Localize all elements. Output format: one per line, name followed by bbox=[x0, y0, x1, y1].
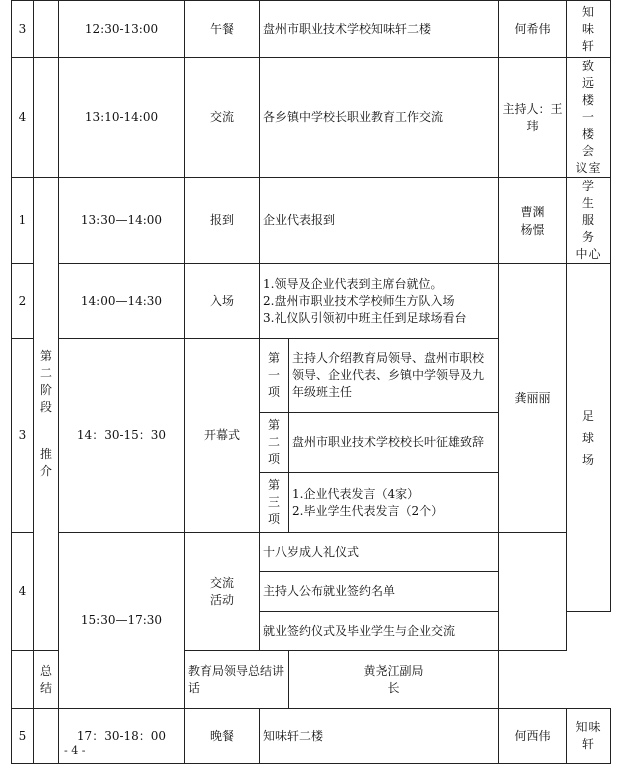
content-cell: 十八岁成人礼仪式 bbox=[260, 533, 499, 572]
stage-cell bbox=[34, 709, 59, 764]
activity-type: 总结 bbox=[34, 651, 59, 709]
content-cell bbox=[289, 473, 499, 533]
person-cell bbox=[499, 533, 567, 651]
activity-type: 交流 bbox=[185, 58, 260, 178]
person-cell bbox=[289, 651, 499, 709]
time-cell: 14：30-15：30 bbox=[59, 339, 185, 533]
location-cell: 致 远 楼 一 楼 会 议室 bbox=[567, 58, 611, 178]
person-cell: 何希伟 bbox=[499, 1, 567, 58]
content-cell: 盘州市职业技术学校知味轩二楼 bbox=[260, 1, 499, 58]
content-cell: 教育局领导总结讲话 bbox=[185, 651, 289, 709]
schedule-table bbox=[11, 0, 611, 764]
time-cell: 17：30-18：00 bbox=[59, 709, 185, 764]
activity-type: 报到 bbox=[185, 178, 260, 264]
person-name: 黄尧江副局长 bbox=[363, 663, 424, 695]
content-cell: 盘州市职业技术学校校长叶征雄致辞 bbox=[289, 413, 499, 473]
row-number: 1 bbox=[12, 178, 34, 264]
time-cell: 14:00—14:30 bbox=[59, 264, 185, 339]
content-line: 2.毕业学生代表发言（2个） bbox=[292, 503, 444, 518]
time-cell: 13:30—14:00 bbox=[59, 178, 185, 264]
stage-label bbox=[34, 178, 59, 651]
time-cell: 13:10-14:00 bbox=[59, 58, 185, 178]
stage-cell bbox=[34, 58, 59, 178]
location-cell bbox=[567, 264, 611, 612]
activity-type bbox=[185, 533, 260, 651]
row-number: 2 bbox=[12, 264, 34, 339]
activity-type-text: 交流活动 bbox=[209, 575, 234, 607]
row-number bbox=[12, 651, 34, 709]
row-number: 3 bbox=[12, 1, 34, 58]
table-row bbox=[12, 178, 611, 264]
activity-type: 入场 bbox=[185, 264, 260, 339]
content-cell bbox=[260, 264, 499, 339]
activity-type: 晚餐 bbox=[185, 709, 260, 764]
activity-type: 开幕式 bbox=[185, 339, 260, 533]
location-field: 足球场 bbox=[582, 408, 596, 467]
row-number: 4 bbox=[12, 58, 34, 178]
table-row bbox=[12, 58, 611, 178]
content-cell: 就业签约仪式及毕业学生与企业交流 bbox=[260, 612, 499, 651]
content-cell: 企业代表报到 bbox=[260, 178, 499, 264]
content-cell: 各乡镇中学校长职业教育工作交流 bbox=[260, 58, 499, 178]
location-cell bbox=[567, 709, 611, 764]
page-number: - 4 - bbox=[64, 744, 86, 757]
location-text: 知味轩 bbox=[575, 720, 602, 751]
item-label-text: 第一项 bbox=[267, 351, 280, 399]
content-cell: 知味轩二楼 bbox=[260, 709, 499, 764]
location-cell: 知 味 轩 bbox=[567, 1, 611, 58]
content-line: 1.企业代表发言（4家） bbox=[292, 486, 420, 501]
table-row bbox=[12, 709, 611, 764]
row-number: 3 bbox=[12, 339, 34, 533]
row-number: 4 bbox=[12, 533, 34, 651]
content-cell: 主持人介绍教育局领导、盘州市职校领导、企业代表、乡镇中学领导及九年级班主任 bbox=[289, 339, 499, 413]
person-cell: 何西伟 bbox=[499, 709, 567, 764]
table-row bbox=[12, 264, 611, 339]
item-label-text: 第三项 bbox=[267, 478, 280, 526]
content-line: 3.礼仪队引领初中班主任到足球场看台 bbox=[263, 310, 467, 325]
item-label bbox=[260, 413, 289, 473]
row-number: 5 bbox=[12, 709, 34, 764]
person-names: 曹渊 杨憬 bbox=[520, 204, 557, 237]
stage-title: 第二阶段 bbox=[39, 349, 52, 414]
person-cell: 主持人：王玮 bbox=[499, 58, 567, 178]
item-label bbox=[260, 473, 289, 533]
table-row bbox=[12, 1, 611, 58]
content-cell: 主持人公布就业签约名单 bbox=[260, 572, 499, 612]
time-cell: 15:30—17:30 bbox=[59, 533, 185, 709]
stage-cell bbox=[34, 1, 59, 58]
person-cell bbox=[499, 178, 567, 264]
table-row bbox=[12, 533, 611, 572]
activity-type: 午餐 bbox=[185, 1, 260, 58]
item-label-text: 第二项 bbox=[267, 418, 280, 466]
location-cell: 学 生 服 务 中心 bbox=[567, 178, 611, 264]
stage-subtitle: 推介 bbox=[39, 447, 52, 478]
time-cell: 12:30-13:00 bbox=[59, 1, 185, 58]
item-label bbox=[260, 339, 289, 413]
content-line: 1.领导及企业代表到主席台就位。 bbox=[263, 276, 443, 291]
content-line: 2.盘州市职业技术学校师生方队入场 bbox=[263, 293, 455, 308]
person-cell: 龚丽丽 bbox=[499, 264, 567, 533]
